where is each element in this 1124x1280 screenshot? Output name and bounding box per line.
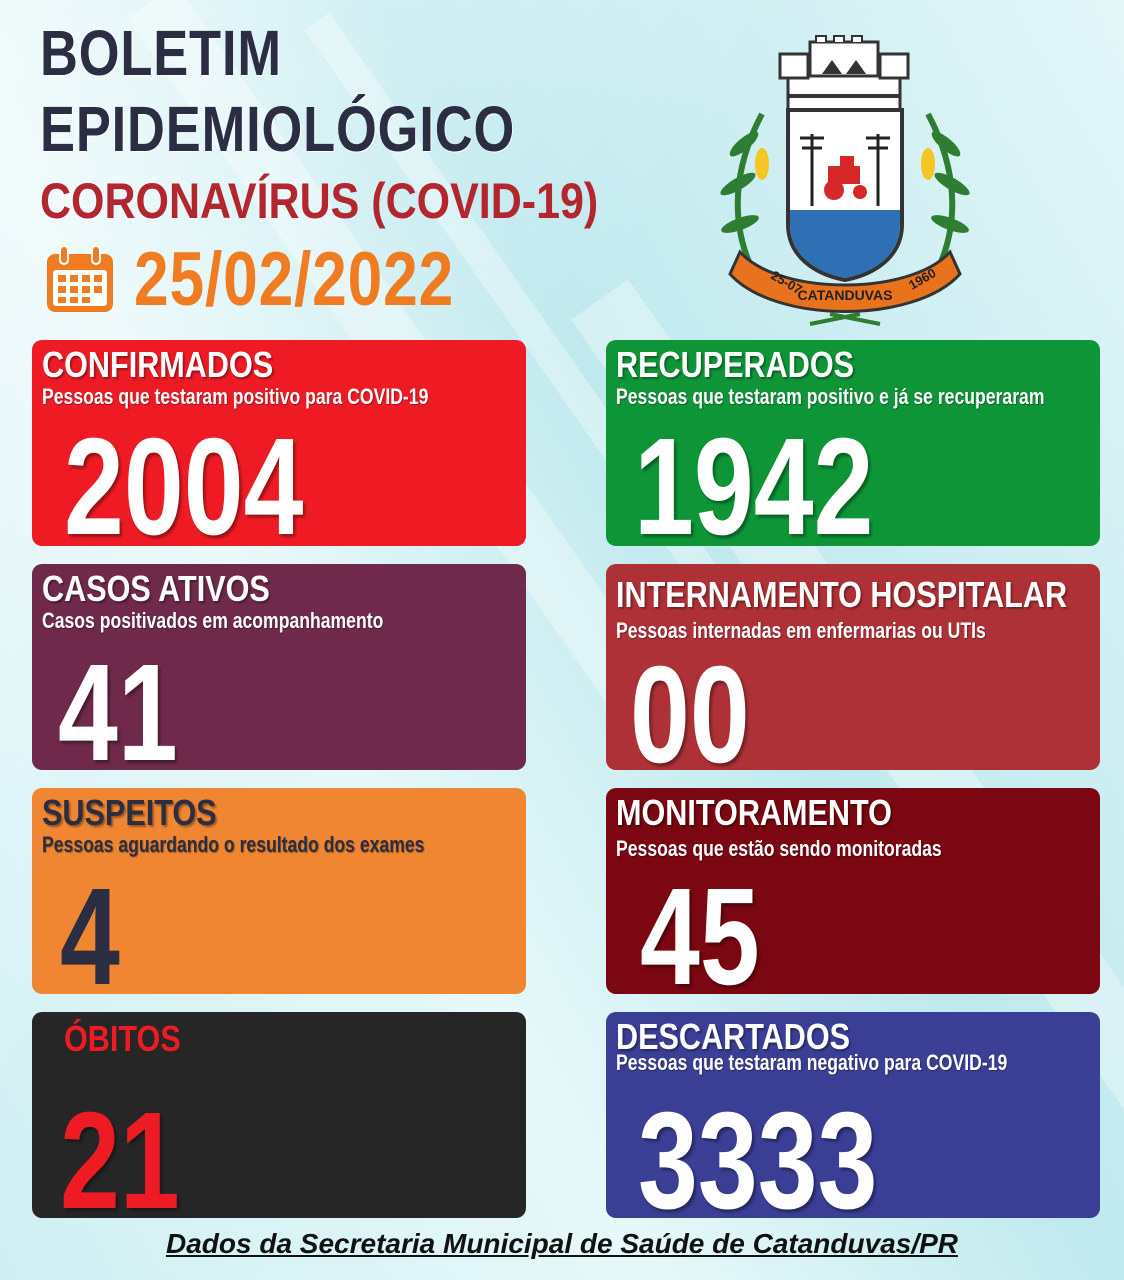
card-title: RECUPERADOS [616, 344, 855, 385]
municipal-crest-logo [700, 34, 990, 334]
card-monitoramento [606, 788, 1100, 994]
source-footer: Dados da Secretaria Municipal de Saúde de Catanduvas/PR [165, 1228, 959, 1259]
card-title: CASOS ATIVOS [42, 568, 270, 609]
card-value: 45 [640, 860, 760, 994]
card-title: SUSPEITOS [42, 792, 217, 833]
card-description: Pessoas que estão sendo monitoradas [616, 836, 942, 861]
card-value: 41 [58, 636, 178, 770]
card-value: 21 [60, 1084, 180, 1218]
crest-right-text: 1960 [906, 265, 939, 293]
card-value: 2004 [64, 410, 304, 546]
card-title: DESCARTADOS [616, 1016, 851, 1057]
card-description: Pessoas que testaram positivo para COVID-19 [42, 384, 429, 409]
crest-left-text: 25-07 [768, 267, 805, 298]
shield-water [790, 210, 900, 278]
card-value: 1942 [634, 410, 874, 546]
title-line-1: BOLETIM [40, 17, 282, 89]
card-title: INTERNAMENTO HOSPITALAR [616, 574, 1068, 615]
mural-crown [780, 36, 908, 112]
card-title: ÓBITOS [64, 1018, 181, 1059]
card-title: CONFIRMADOS [42, 344, 274, 385]
card-value: 4 [60, 860, 120, 994]
card-confirmados [32, 340, 526, 546]
card-description: Pessoas que testaram negativo para COVID-19 [616, 1050, 1008, 1075]
card-description: Pessoas que testaram positivo e já se recuperaram [616, 384, 1045, 409]
card-recuperados [606, 340, 1100, 546]
card-description: Pessoas internadas em enfermarias ou UTIs [616, 618, 986, 643]
card-descartados [606, 1012, 1100, 1218]
crest-base-leaves [810, 314, 880, 324]
card-obitos [32, 1012, 526, 1218]
crest-banner-text: CATANDUVAS [797, 287, 893, 303]
card-suspeitos [32, 788, 526, 994]
calendar-icon [44, 244, 116, 316]
card-description: Casos positivados em acompanhamento [42, 608, 384, 633]
subtitle: CORONAVÍRUS (COVID-19) [40, 173, 599, 229]
title-line-2: EPIDEMIOLÓGICO [40, 93, 516, 165]
card-casos-ativos [32, 564, 526, 770]
card-title: MONITORAMENTO [616, 792, 892, 833]
card-description: Pessoas aguardando o resultado dos exames [42, 832, 425, 857]
report-date: 25/02/2022 [134, 237, 455, 322]
card-internamento [606, 564, 1100, 770]
card-value: 3333 [638, 1084, 878, 1218]
date-row [44, 236, 524, 323]
card-value: 00 [630, 638, 750, 770]
